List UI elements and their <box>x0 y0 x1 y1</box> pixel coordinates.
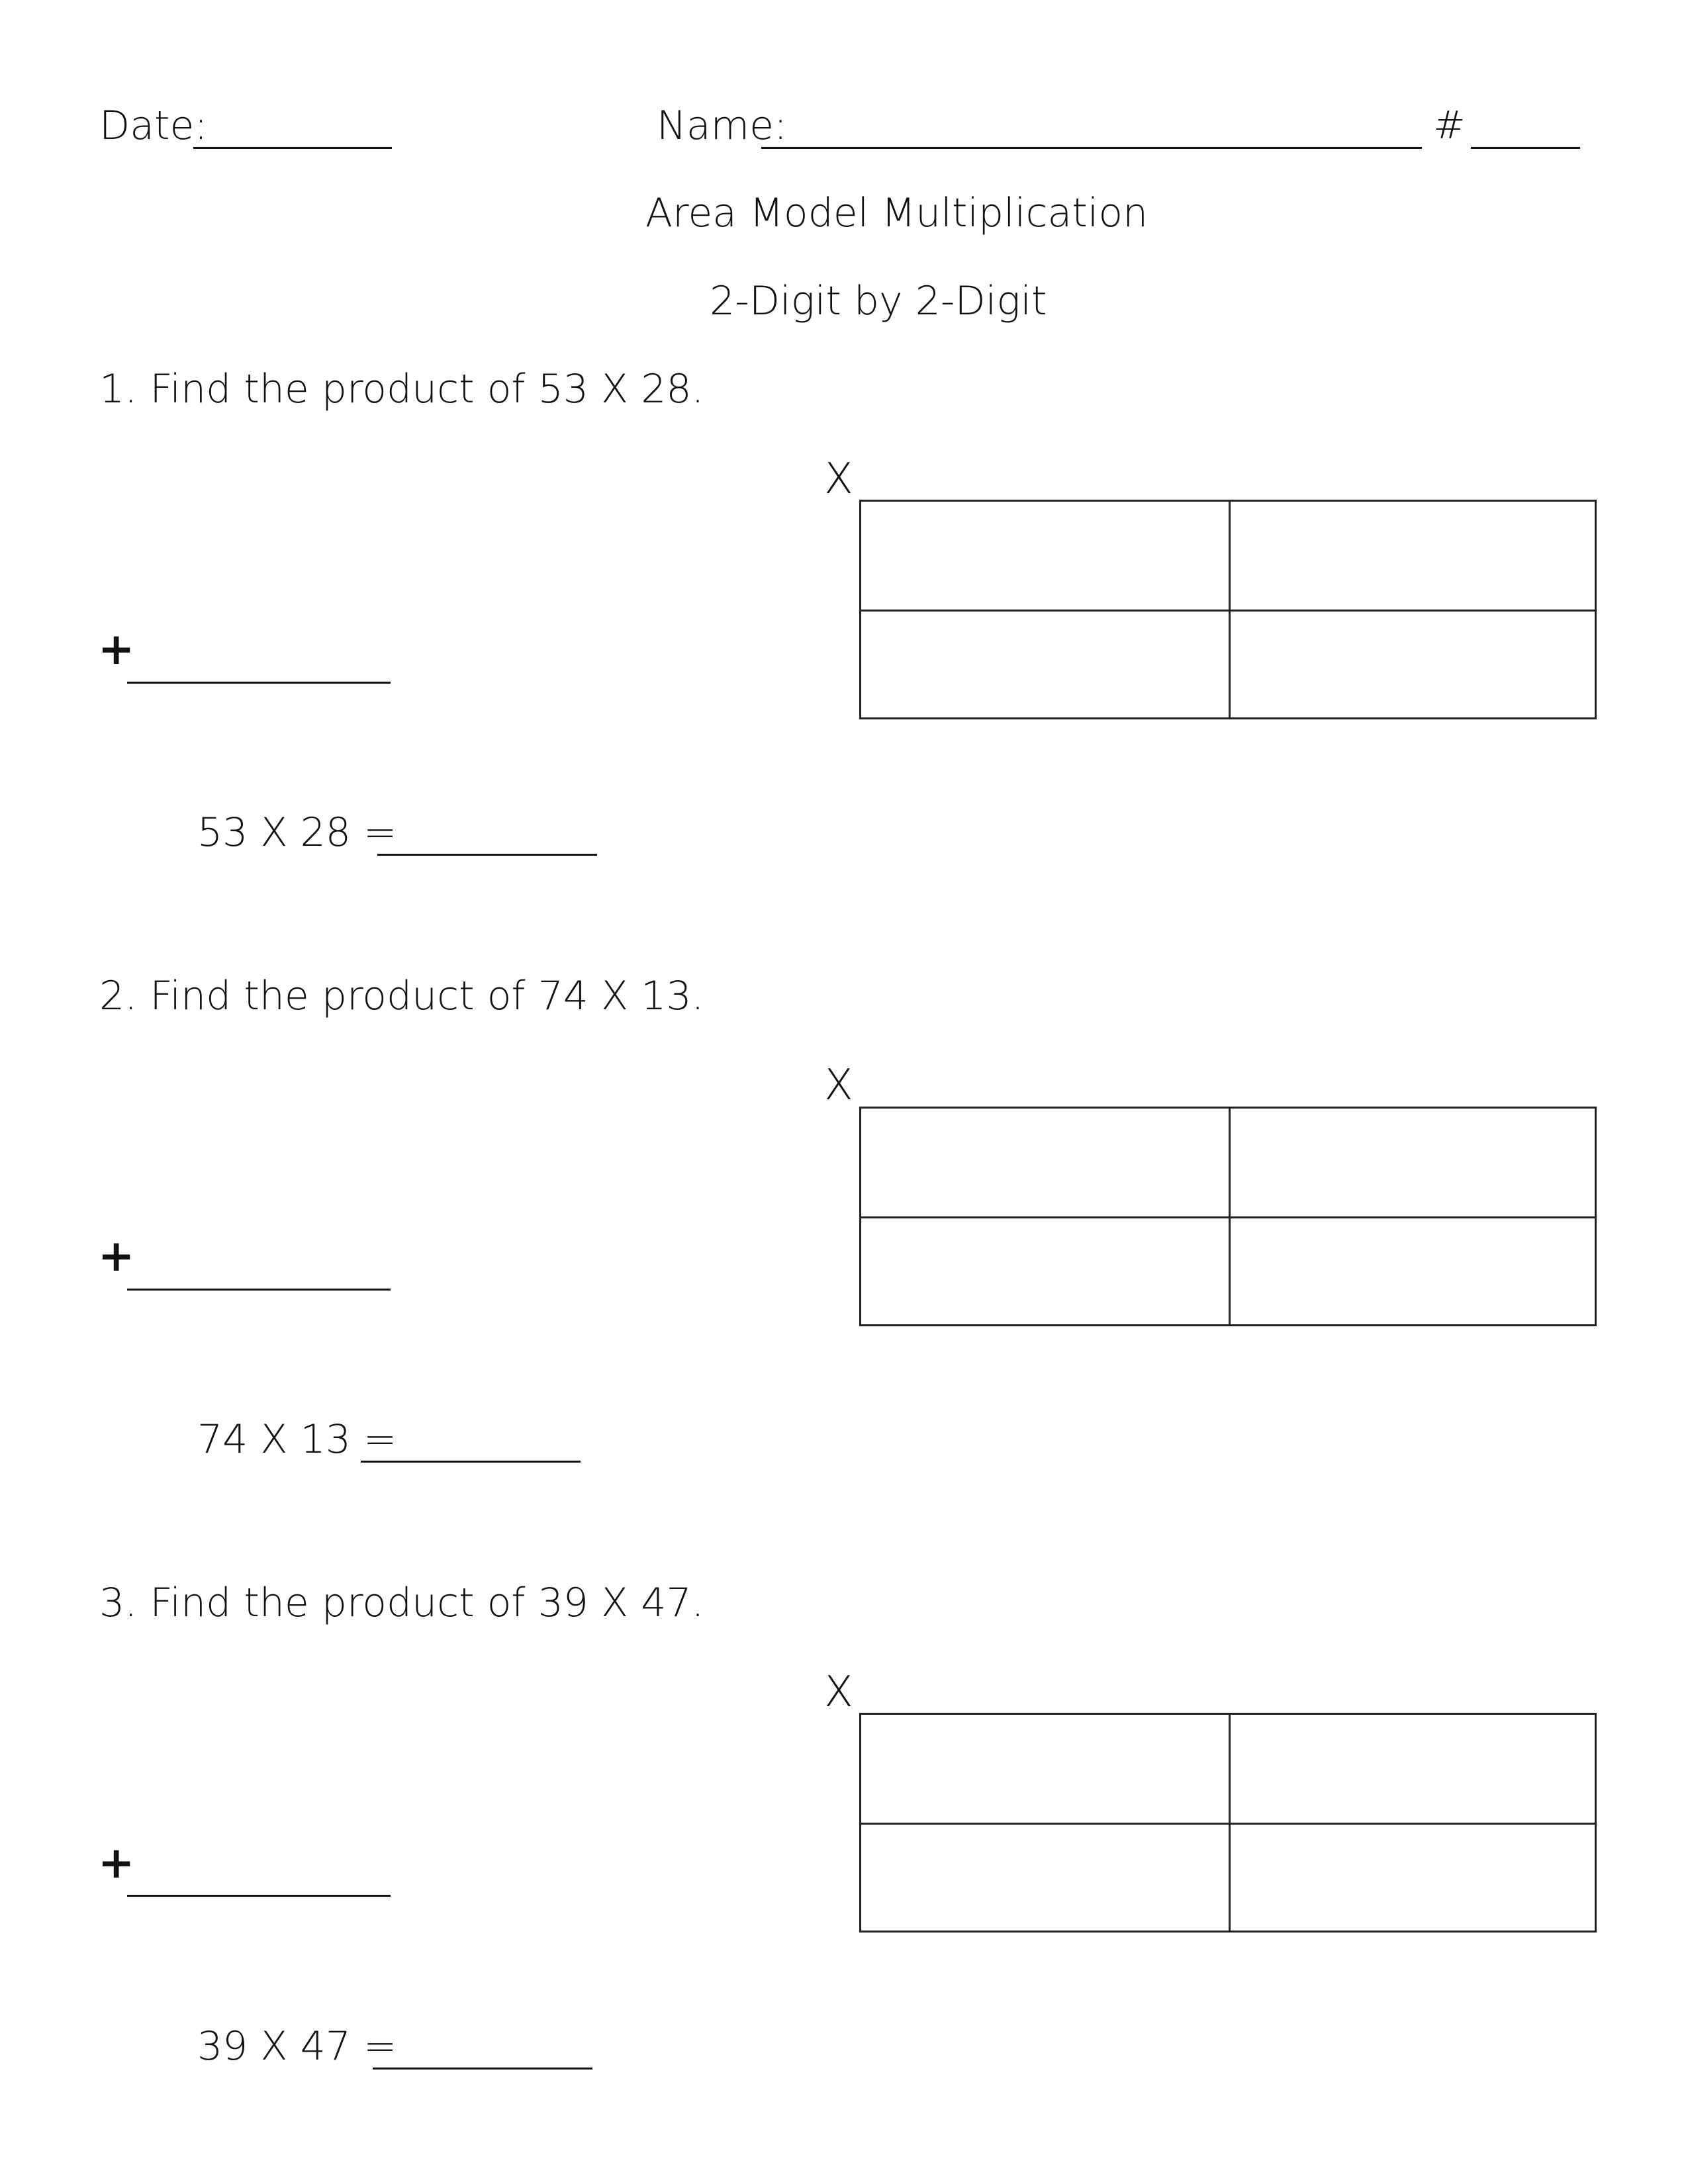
problem-3-prompt: 3. Find the product of 39 X 47. <box>99 1580 704 1626</box>
problem-2-plus-symbol: + <box>98 1230 135 1281</box>
problem-2-area-model[interactable] <box>859 1107 1597 1326</box>
problem-3-sum-line[interactable] <box>127 1895 391 1897</box>
problem-2-equation: 74 X 13 = <box>197 1416 397 1463</box>
date-label: Date: <box>99 103 208 149</box>
problem-1-area-model[interactable] <box>859 500 1597 719</box>
problem-3-area-model[interactable] <box>859 1713 1597 1933</box>
problem-3-equation: 39 X 47 = <box>197 2023 397 2070</box>
problem-1-equation: 53 X 28 = <box>197 809 397 856</box>
problem-1-sum-line[interactable] <box>127 682 391 684</box>
name-label: Name: <box>657 103 788 149</box>
problem-2-sum-line[interactable] <box>127 1289 391 1291</box>
area-model-divider-horizontal <box>861 1823 1595 1825</box>
problem-1-times-symbol: X <box>824 455 853 504</box>
problem-3-answer-blank[interactable] <box>373 2068 592 2070</box>
date-blank[interactable] <box>193 147 392 149</box>
number-blank[interactable] <box>1471 147 1580 149</box>
problem-2-times-symbol: X <box>824 1061 853 1110</box>
area-model-divider-horizontal <box>861 610 1595 612</box>
name-blank[interactable] <box>761 147 1422 149</box>
number-label: # <box>1433 103 1466 148</box>
problem-1-answer-blank[interactable] <box>377 854 597 856</box>
problem-2-answer-blank[interactable] <box>361 1461 581 1463</box>
problem-3-plus-symbol: + <box>98 1837 135 1888</box>
area-model-divider-horizontal <box>861 1216 1595 1218</box>
problem-1-prompt: 1. Find the product of 53 X 28. <box>99 366 704 412</box>
page-subtitle: 2-Digit by 2-Digit <box>710 278 1047 324</box>
problem-1-plus-symbol: + <box>98 623 135 674</box>
problem-3-times-symbol: X <box>824 1668 853 1717</box>
page-title: Area Model Multiplication <box>645 190 1149 236</box>
problem-2-prompt: 2. Find the product of 74 X 13. <box>99 973 704 1019</box>
